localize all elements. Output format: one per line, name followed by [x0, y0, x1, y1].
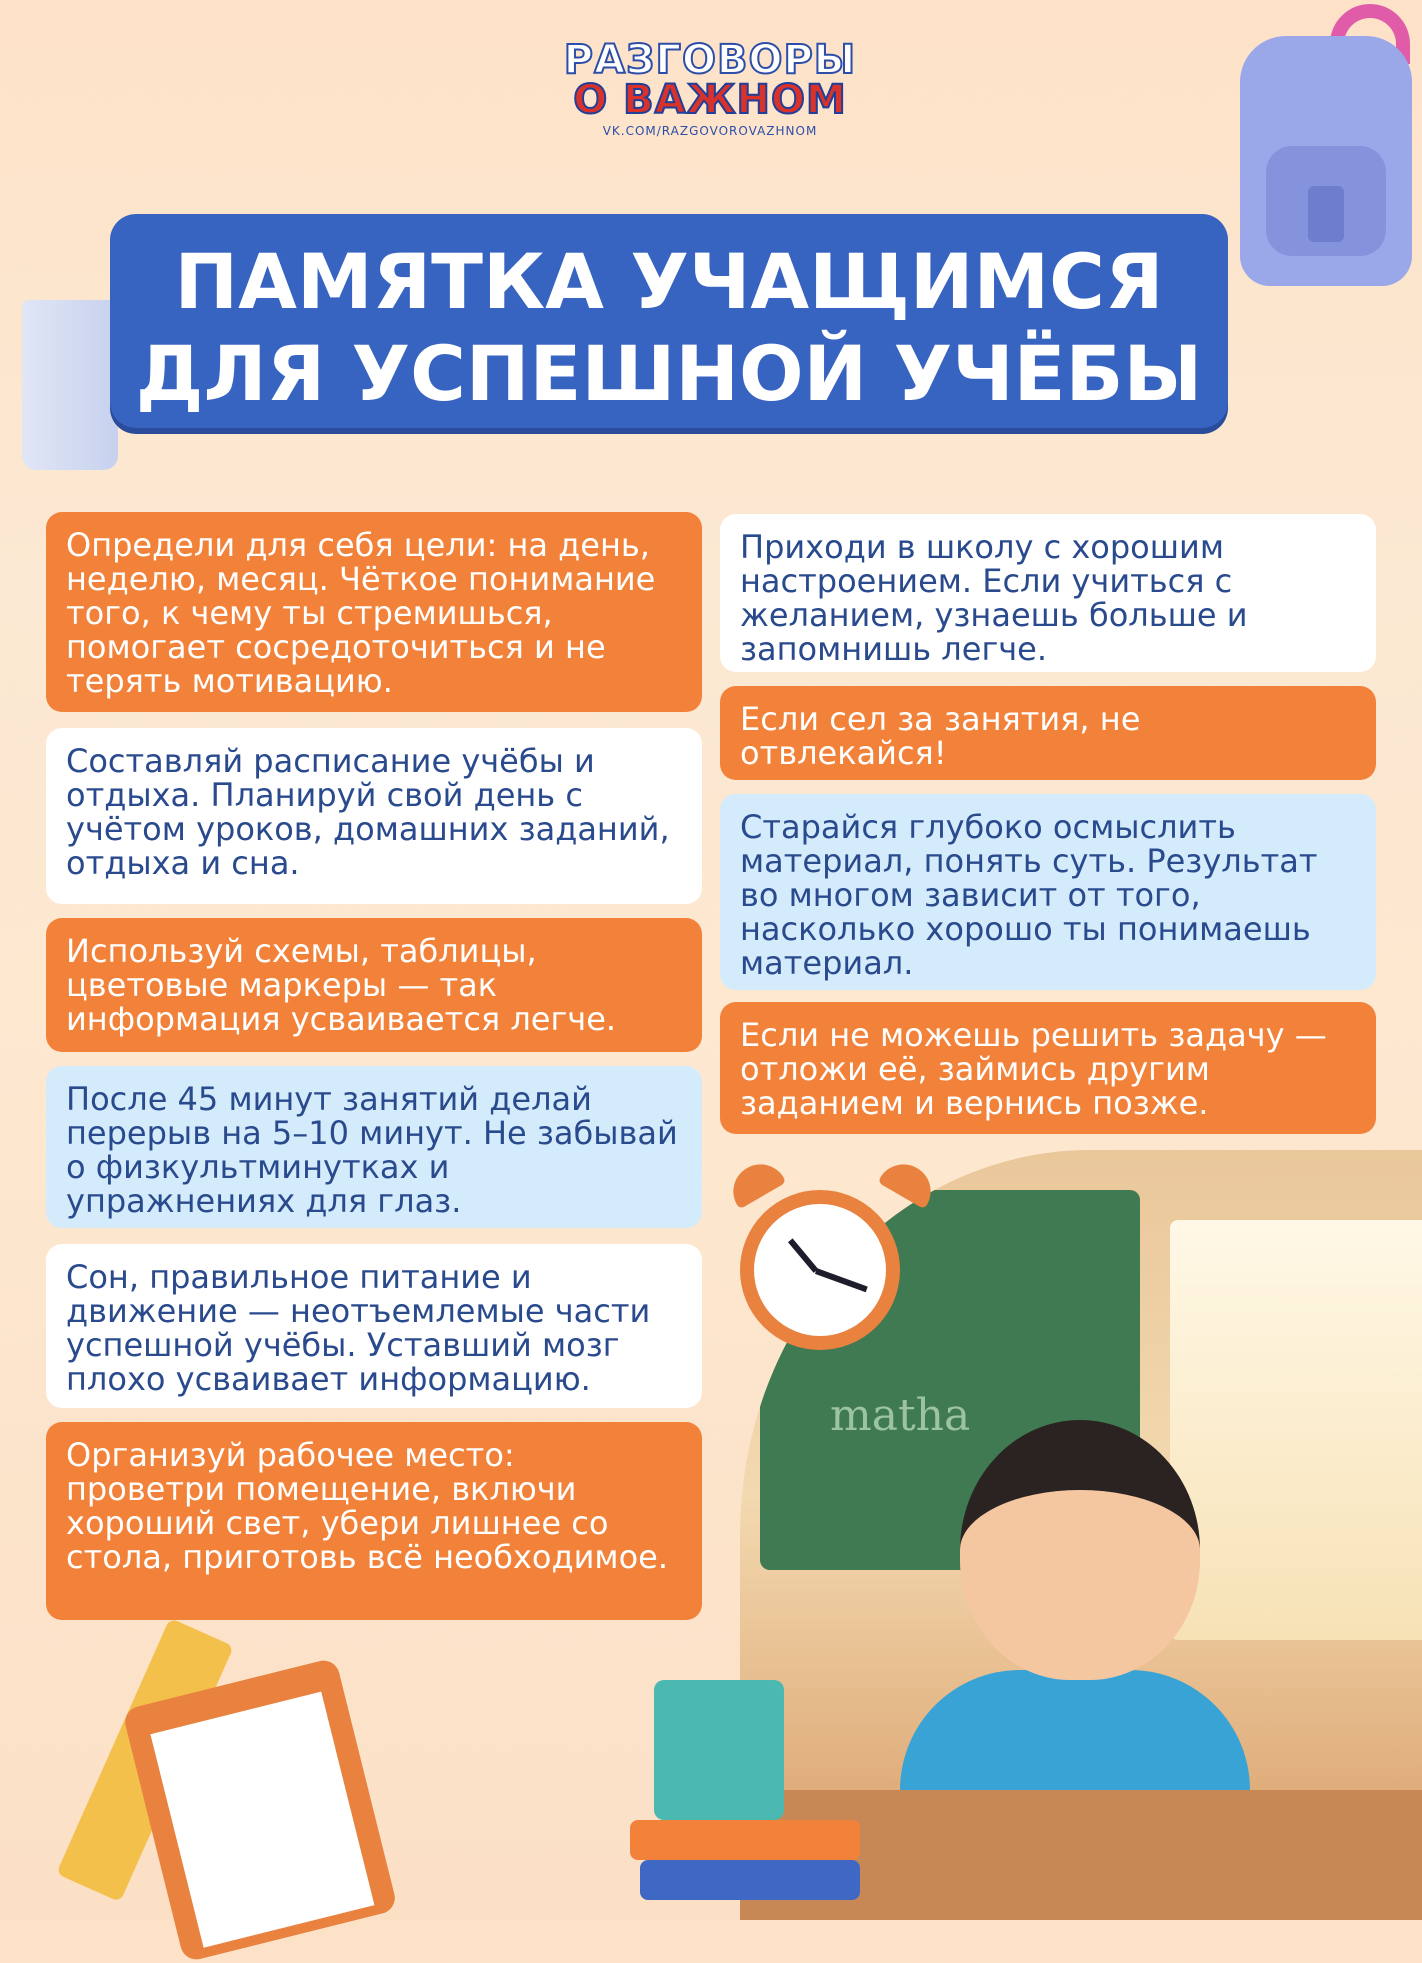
- backpack-strap: [1308, 186, 1344, 242]
- tip-text: Приходи в школу с хорошим настроением. Если учиться с желанием, узнаешь больше и запомнишь легче.: [740, 528, 1248, 668]
- tip-text: Составляй расписание учёбы и отдыха. Планируй свой день с учётом уроков, домашних заданий, отдыха и сна.: [66, 742, 670, 882]
- title-line-1: ПАМЯТКА УЧАЩИМСЯ: [174, 237, 1164, 326]
- tip-card-focus: [720, 686, 1376, 780]
- clock-hand-minute: [815, 1268, 868, 1292]
- tip-card-breaks: [46, 1066, 702, 1228]
- tip-card-sleep: [46, 1244, 702, 1408]
- tip-card-workplace: [46, 1422, 702, 1620]
- tip-text: Используй схемы, таблицы, цветовые маркеры — так информация усваивается легче.: [66, 932, 617, 1038]
- tip-card-mood: [720, 514, 1376, 672]
- tip-card-understanding: [720, 794, 1376, 990]
- book-upright: [654, 1680, 784, 1820]
- title-line-2: ДЛЯ УСПЕШНОЙ УЧЁБЫ: [135, 329, 1203, 418]
- logo-line-2: О ВАЖНОМ: [573, 77, 847, 123]
- tip-text: Определи для себя цели: на день, неделю, месяц. Чёткое понимание того, к чему ты стремишься, помогает сосредоточиться и не терять мотивацию.: [66, 526, 656, 700]
- chalkboard-text: matha: [830, 1390, 971, 1441]
- clock-bell-left: [724, 1155, 787, 1210]
- tip-text: Старайся глубоко осмыслить материал, понять суть. Результат во многом зависит от того, насколько хорошо ты понимаешь материал.: [740, 808, 1318, 982]
- clipboard-paper: [150, 1692, 374, 1948]
- window: [1170, 1220, 1422, 1640]
- tip-card-schemes: [46, 918, 702, 1052]
- tip-text: Сон, правильное питание и движение — неотъемлемые части успешной учёбы. Уставший мозг плохо усваивает информацию.: [66, 1258, 651, 1398]
- tip-text: Организуй рабочее место: проветри помещение, включи хороший свет, убери лишнее со стола, приготовь всё необходимое.: [66, 1436, 668, 1576]
- logo-url: VK.COM/RAZGOVOROVAZHNOM: [602, 124, 818, 138]
- clock-hand-hour: [788, 1238, 818, 1272]
- tip-card-schedule: [46, 728, 702, 904]
- books-stack-illustration: [630, 1680, 870, 1920]
- logo-line-1: РАЗГОВОРЫ: [563, 37, 857, 83]
- tip-text: Если не можешь решить задачу — отложи её, займись другим заданием и вернись позже.: [740, 1016, 1327, 1122]
- book-orange: [630, 1820, 860, 1860]
- girl-head: [960, 1420, 1200, 1680]
- tip-text: Если сел за занятия, не отвлекайся!: [740, 700, 1141, 772]
- logo: [560, 37, 860, 138]
- clipboard-illustration: [122, 1657, 398, 1962]
- book-blue: [640, 1860, 860, 1900]
- alarm-clock-icon: [740, 1190, 900, 1350]
- pencil-cup-illustration: [22, 300, 118, 470]
- tip-text: После 45 минут занятий делай перерыв на 5–10 минут. Не забывай о физкультминутках и упражнениях для глаз.: [66, 1080, 678, 1220]
- backpack-illustration: [1240, 36, 1412, 286]
- tip-card-hard-task: [720, 1002, 1376, 1134]
- tip-card-goals: [46, 512, 702, 712]
- page-title: [110, 236, 1228, 420]
